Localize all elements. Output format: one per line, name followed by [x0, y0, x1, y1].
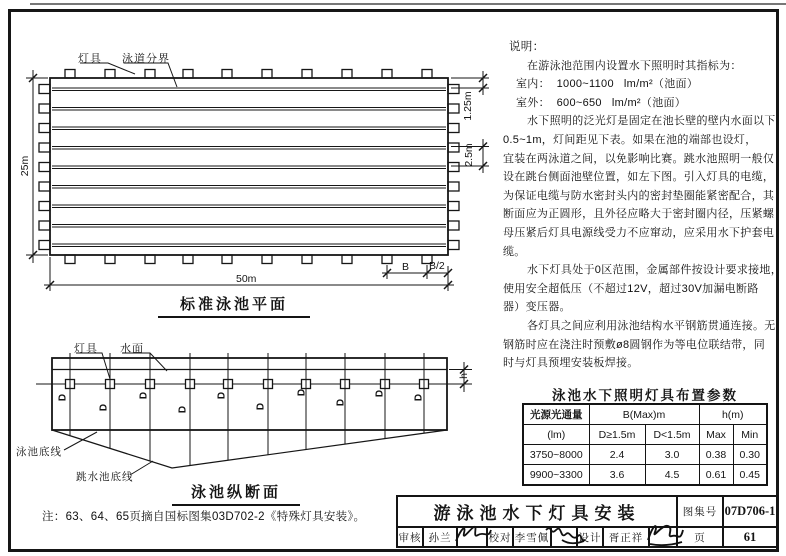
notes-line: 室外： 600~650 lm/m²（池面）	[516, 96, 687, 109]
plan-lamp-label: 灯具	[78, 53, 102, 65]
notes-line: 设在跳台侧面池壁位置，如左下图。引入灯具的电缆，	[503, 171, 775, 184]
cell-b-lt: 3.0	[645, 445, 699, 465]
plan-lamps-left	[39, 85, 50, 250]
notes-line: 各灯具之间应利用泳池结构水平钢筋贯通连接。无	[527, 319, 776, 332]
lamp-spacing-label: D	[177, 405, 189, 414]
cell-b-lt: 4.5	[645, 465, 699, 486]
table-header-hmin: Min	[733, 425, 767, 445]
notes-line: 水下灯具处于0区范围，金属部件按设计要求接地，	[527, 264, 783, 277]
lamp-spacing-label: D	[57, 393, 69, 402]
source-note: 注：63、64、65页摘自国标图集03D702-2《特殊灯具安装》。	[42, 511, 366, 523]
notes-line: 水下照明的泛光灯是固定在池长壁的壁内水面以下	[527, 115, 776, 128]
table-header-flux: 光源光通量	[523, 404, 589, 425]
checker-signature-cell	[551, 527, 577, 547]
section-leader-lines	[64, 353, 167, 475]
designer-label: 设计	[577, 527, 603, 547]
notes-line: 器）变压器。	[503, 301, 571, 314]
reviewer-label: 审核	[397, 527, 423, 547]
reviewer-signature-cell	[457, 527, 487, 547]
reviewer-name: 孙兰	[423, 527, 457, 547]
drawing-title: 游泳池水下灯具安装	[397, 496, 677, 527]
plan-dim-50m-label: 50m	[236, 273, 257, 285]
notes-line: 断面应为正圆形，且外径应略大于密封圈内径，压紧螺	[503, 208, 775, 221]
plan-dim-b-label: B	[402, 261, 410, 273]
lamp-spacing-label: D	[216, 391, 228, 400]
lamp-spacing-label: D	[98, 403, 110, 412]
notes-line: 缆。	[503, 245, 526, 258]
section-water-surface-label: 水面	[120, 343, 144, 355]
plan-dim-b2-label: B/2	[429, 260, 445, 272]
section-pool-outline	[36, 358, 464, 430]
notes-line: 使用安全超低压（不超过12V，超过30V加漏电断路	[503, 282, 759, 295]
lamp-spacing-label: D	[296, 388, 308, 397]
atlas-number: 07D706-1	[723, 496, 777, 527]
section-title: 泳池纵断面	[172, 481, 300, 506]
notes-line: 为保证电缆与防水密封头内的密封垫圈能紧密配合，其	[503, 189, 775, 202]
plan-dim-125m-label: 1.25m	[462, 91, 474, 121]
plan-lane-divider-label: 泳道分界	[122, 53, 170, 65]
atlas-number-label: 图集号	[677, 496, 723, 527]
notes-column	[503, 38, 783, 373]
lamp-spacing-label: D	[138, 391, 150, 400]
section-diving-bottom-line	[52, 430, 447, 468]
notes-line: 在游泳池范围内设置水下照明时其指标为：	[527, 59, 742, 72]
plan-leader-lines	[80, 63, 177, 87]
table-header-d-ge: D≥1.5m	[589, 425, 645, 445]
plan-dim-25lane-label: 2.5m	[463, 143, 475, 167]
table-header-hmax: Max	[699, 425, 733, 445]
title-block	[396, 495, 778, 548]
cell-flux: 3750~8000	[523, 445, 589, 465]
parameter-table	[522, 403, 768, 486]
page-label: 页	[677, 527, 723, 547]
cell-h-max: 0.61	[699, 465, 733, 486]
designer-name: 胥正祥	[603, 527, 649, 547]
notes-line: 钢筋时应在浇注时预敷ø8圆钢作为等电位联结带，同	[503, 338, 766, 351]
cell-h-min: 0.30	[733, 445, 767, 465]
checker-name: 李雪佩	[513, 527, 551, 547]
table-header-flux-unit: (lm)	[523, 425, 589, 445]
table-header-h: h(m)	[699, 404, 767, 425]
notes-line: 室内： 1000~1100 lm/m²（池面）	[516, 78, 699, 91]
cell-b-ge: 2.4	[589, 445, 645, 465]
lamp-spacing-label: D	[335, 398, 347, 407]
plan-lane-lines	[52, 88, 446, 247]
plan-lamps-top	[65, 70, 432, 79]
designer-signature-cell	[649, 527, 677, 547]
notes-line: 宜装在两泳道之间，以免影响比赛。跳水池照明一般仅	[503, 152, 775, 165]
section-pool-bottom-label: 泳池底线	[16, 446, 62, 458]
parameter-table-title: 泳池水下照明灯具布置参数	[552, 388, 738, 403]
lamp-spacing-label: D	[255, 402, 267, 411]
lamp-spacing-label: D	[413, 393, 425, 402]
notes-line: 母压紧后灯具电源线受力不应窜动，应采用水下护套电	[503, 226, 775, 239]
table-header-bmax: B(Max)m	[589, 404, 699, 425]
cell-flux: 9900~3300	[523, 465, 589, 486]
plan-title: 标准泳池平面	[158, 293, 310, 318]
plan-dim-25m-label: 25m	[19, 155, 31, 177]
cell-h-min: 0.45	[733, 465, 767, 486]
page-number: 61	[723, 527, 777, 547]
table-row	[523, 465, 767, 486]
plan-lamps-right	[448, 85, 459, 250]
section-lamp-label: 灯具	[74, 343, 98, 355]
plan-lamps-bottom	[65, 255, 432, 264]
section-dim-h-label: h	[458, 373, 470, 379]
lamp-spacing-label: D	[374, 389, 386, 398]
table-header-d-lt: D<1.5m	[645, 425, 699, 445]
cell-b-ge: 3.6	[589, 465, 645, 486]
section-diving-bottom-label: 跳水池底线	[76, 471, 134, 483]
table-row	[523, 445, 767, 465]
notes-line: 0.5~1m，灯间距见下表。如果在池的端部也设灯，	[503, 133, 757, 146]
notes-line: 时与灯具预埋安装板焊接。	[503, 357, 639, 370]
notes-heading: 说明：	[509, 41, 545, 53]
cell-h-max: 0.38	[699, 445, 733, 465]
checker-label: 校对	[487, 527, 513, 547]
